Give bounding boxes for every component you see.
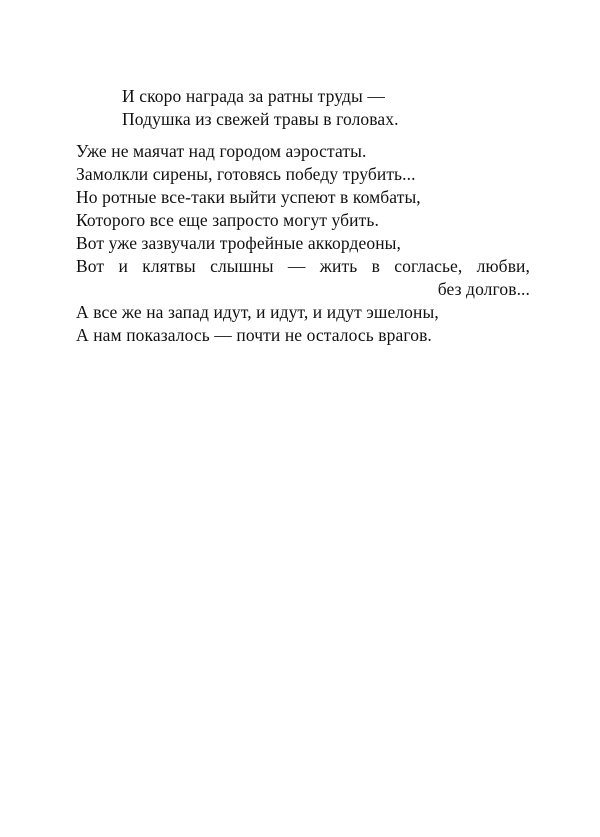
poem-line: Уже не маячат над городом аэростаты. (76, 141, 367, 161)
stanza-3 (76, 232, 530, 347)
poem-line-justified: Вот и клятвы слышны — жить в согласье, любви, (76, 256, 530, 276)
poem-line: Но ротные все-таки выйти успеют в комбаты, (76, 187, 421, 207)
poem-line: А все же на запад идут, и идут, и идут эшелоны, (76, 302, 439, 322)
stanza-2 (76, 140, 530, 232)
poem-line: Замолкли сирены, готовясь победу трубить... (76, 164, 416, 184)
poem-line: Вот уже зазвучали трофейные аккордеоны, (76, 233, 402, 253)
poem-line: Которого все еще запросто могут убить. (76, 210, 379, 230)
poem-line: Подушка из свежей травы в головах. (122, 109, 399, 129)
poem-line-continuation: без долгов... (437, 279, 530, 299)
stanza-1 (76, 85, 530, 131)
poem-line: И скоро награда за ратны труды — (122, 86, 385, 106)
poem-line: А нам показалось — почти не осталось врагов. (76, 325, 432, 345)
